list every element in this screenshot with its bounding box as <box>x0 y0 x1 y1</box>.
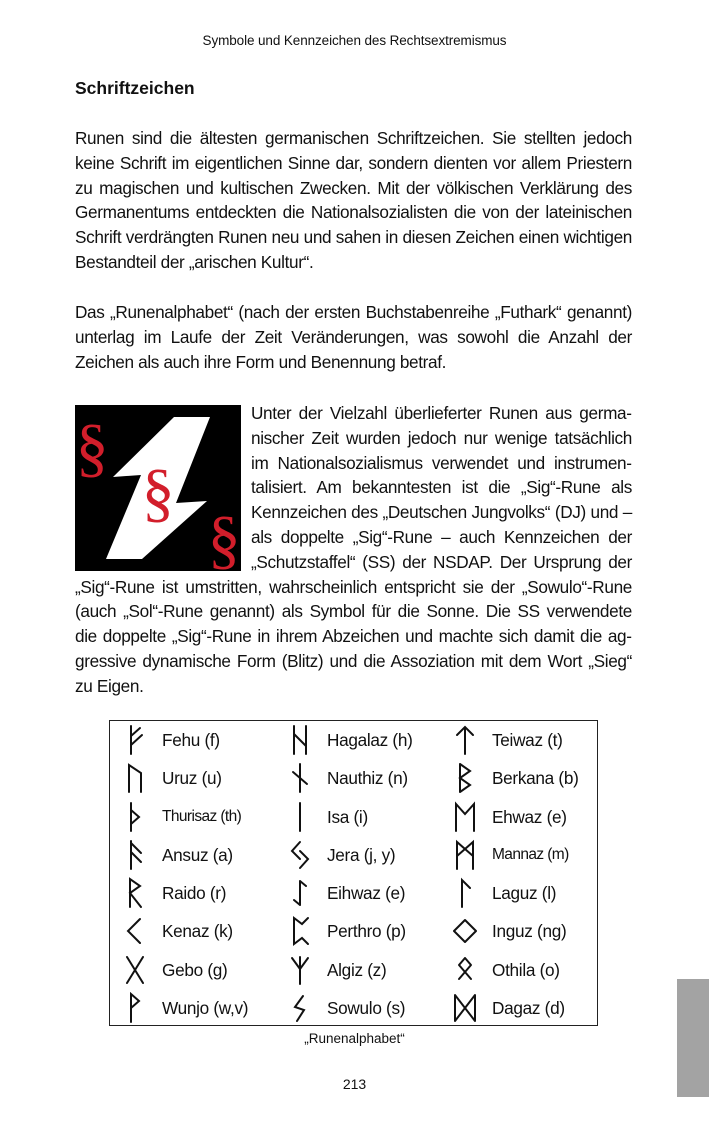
rune-name: Sowulo (s) <box>327 997 406 1018</box>
rune-name: Dagaz (d) <box>492 997 565 1018</box>
rune-entry <box>285 912 406 950</box>
emblem-graphic <box>75 405 241 571</box>
rune-name: Ansuz (a) <box>162 844 233 865</box>
mannaz-rune-icon <box>450 838 480 872</box>
isa-rune-icon <box>285 800 315 834</box>
rune-entry <box>120 836 233 874</box>
rune-entry <box>285 759 408 797</box>
paragraph-runes-intro: Runen sind die ältesten germanischen Schriftzeichen. Sie stellten jedoch keine Schrift im eigentlichen Sinne dar, sondern dienten vor allem Priestern zu magischen und kultischen Zwecken. Mit der völkischen Verklärung des Germanentums entdeckten die Nationalsozialisten die von der lateinischen Schrift verdrängten Runen neu und sahen in diesen Zeichen einen wichtigen Bestandteil der „arischen Kultur“. <box>75 128 632 272</box>
wunjo-rune-icon <box>120 991 150 1025</box>
rune-name: Jera (j, y) <box>327 844 396 865</box>
rune-name: Raido (r) <box>162 882 227 903</box>
rune-entry <box>285 721 413 759</box>
uruz-rune-icon <box>120 761 150 795</box>
rune-entry <box>450 951 560 989</box>
paragraph-runenalphabet: Das „Runenalphabet“ (nach der ersten Buchstabenreihe „Futhark“ genannt) unterlag im Laufe der Zeit Veränderungen, was sowohl die Anzahl der Zeichen als auch ihre Form und Benennung betraf. <box>75 302 632 372</box>
eihwaz-rune-icon <box>285 876 315 910</box>
hagalaz-rune-icon <box>285 723 315 757</box>
ehwaz-rune-icon <box>450 800 480 834</box>
gebo-rune-icon <box>120 953 150 987</box>
section-title: Schriftzeichen <box>75 78 195 98</box>
rune-name: Gebo (g) <box>162 959 228 980</box>
rune-name: Ehwaz (e) <box>492 806 567 827</box>
rune-entry <box>450 989 565 1027</box>
rune-entry <box>285 989 405 1027</box>
rune-name: Algiz (z) <box>327 959 387 980</box>
rune-entry <box>120 798 241 836</box>
teiwaz-rune-icon <box>450 723 480 757</box>
rune-name: Eihwaz (e) <box>327 882 406 903</box>
rune-name: Othila (o) <box>492 959 560 980</box>
algiz-rune-icon <box>285 953 315 987</box>
rune-name: Inguz (ng) <box>492 920 567 941</box>
sig-rune-paragraph-emblem <box>75 405 241 571</box>
jera-rune-icon <box>285 838 315 872</box>
paragraph-sig-rune-text: Unter der Vielzahl überlieferter Runen aus germanischer Zeit wurden jedoch nur wenige tatsächlich im Nationalsozialismus verwendet und instrumentalisiert. Am bekanntesten ist die „Sig“-Rune als Kennzeichen des „Deutschen Jungvolks“ (DJ) und – als doppelte „Sig“-Rune – auch Kennzeichen der „Schutzstaffel“ (SS) der NSDAP. Der Ursprung der „Sig“-Rune ist umstritten, wahrscheinlich entspricht sie der „Sowulo“-Rune (auch „Sol“-Rune genannt) als Symbol für die Sonne. Die SS verwendete die doppelte „Sig“-Rune in ihrem Abzeichen und machte sich damit die aggressive dynamische Form (Blitz) und die Assoziation mit dem Wort „Sieg“ zu Eigen. <box>75 403 632 696</box>
fehu-rune-icon <box>120 723 150 757</box>
rune-name: Thurisaz (th) <box>162 808 242 825</box>
rune-entry <box>120 759 222 797</box>
rune-entry <box>450 721 563 759</box>
rune-entry <box>120 721 220 759</box>
table-caption: „Runenalphabet“ <box>304 1031 405 1046</box>
rune-name: Isa (i) <box>327 806 368 827</box>
paragraph-sign-top: § <box>75 411 109 484</box>
rune-name: Perthro (p) <box>327 920 406 941</box>
rune-name: Fehu (f) <box>162 729 220 750</box>
rune-name: Uruz (u) <box>162 767 222 788</box>
rune-entry <box>450 912 566 950</box>
rune-entry <box>120 951 227 989</box>
paragraph-sign-center: § <box>141 456 175 529</box>
rune-name: Mannaz (m) <box>492 846 569 863</box>
raido-rune-icon <box>120 876 150 910</box>
rune-entry <box>450 874 556 912</box>
rune-name: Kenaz (k) <box>162 920 233 941</box>
inguz-rune-icon <box>450 914 480 948</box>
rune-entry <box>285 874 405 912</box>
rune-entry <box>285 951 386 989</box>
othila-rune-icon <box>450 953 480 987</box>
chapter-thumb-tab <box>677 979 709 1097</box>
perthro-rune-icon <box>285 914 315 948</box>
rune-entry <box>285 798 368 836</box>
nauthiz-rune-icon <box>285 761 315 795</box>
ansuz-rune-icon <box>120 838 150 872</box>
rune-name: Laguz (l) <box>492 882 557 903</box>
rune-name: Berkana (b) <box>492 767 579 788</box>
rune-entry <box>450 836 569 874</box>
rune-name: Nauthiz (n) <box>327 767 408 788</box>
rune-name: Hagalaz (h) <box>327 729 413 750</box>
running-header: Symbole und Kennzeichen des Rechtsextremismus <box>202 33 507 48</box>
kenaz-rune-icon <box>120 914 150 948</box>
rune-entry <box>450 798 567 836</box>
paragraph-sign-bottom: § <box>207 503 241 571</box>
rune-entry <box>120 912 233 950</box>
paragraph-sig-rune <box>75 401 632 699</box>
rune-entry <box>120 874 226 912</box>
rune-entry <box>285 836 395 874</box>
rune-name: Teiwaz (t) <box>492 729 563 750</box>
rune-alphabet-table <box>109 720 598 1026</box>
rune-entry <box>120 989 248 1027</box>
page-number: 213 <box>342 1076 367 1092</box>
thurisaz-rune-icon <box>120 800 150 834</box>
sowulo-rune-icon <box>285 991 315 1025</box>
rune-entry <box>450 759 579 797</box>
laguz-rune-icon <box>450 876 480 910</box>
dagaz-rune-icon <box>450 991 480 1025</box>
rune-name: Wunjo (w,v) <box>162 997 249 1018</box>
berkana-rune-icon <box>450 761 480 795</box>
